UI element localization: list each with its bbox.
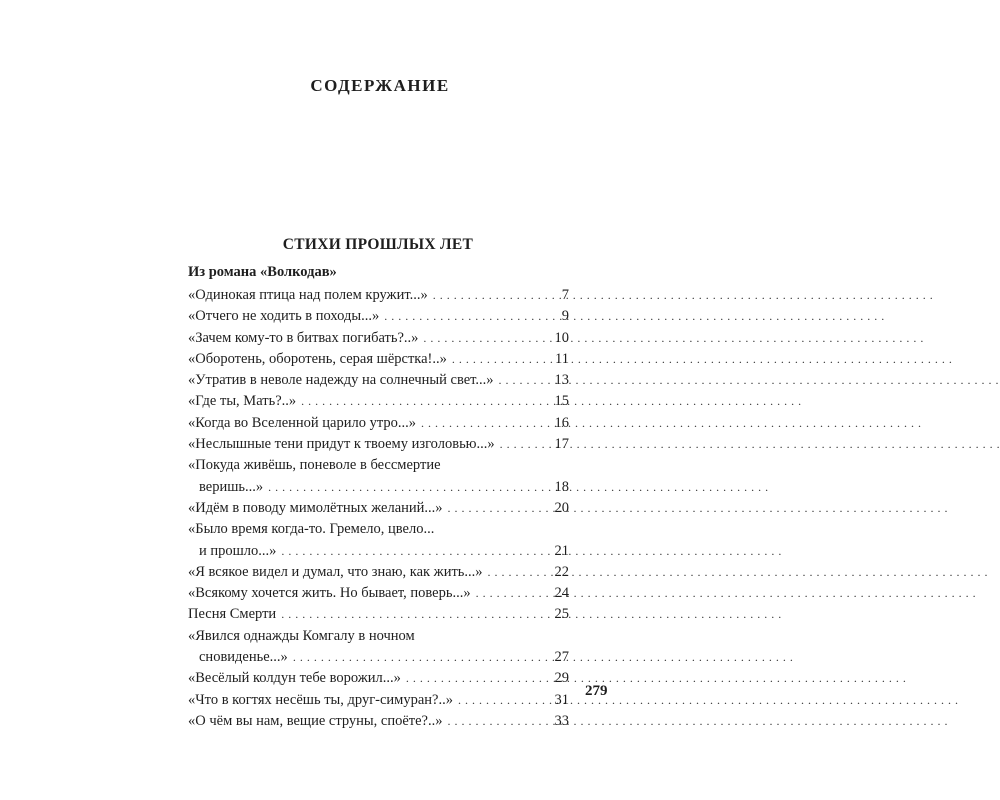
toc-entry-page: 24 xyxy=(554,585,569,602)
toc-entry-page: 17 xyxy=(554,436,569,453)
toc-entry-title: «Идём в поводу мимолётных желаний...» xyxy=(188,499,443,516)
toc-entry-page: 22 xyxy=(554,563,569,580)
toc-entry-line xyxy=(188,604,569,625)
toc-entry-title: Песня Смерти xyxy=(188,606,277,623)
toc-entry-title: «Покуда живёшь, поневоле в бессмертие xyxy=(188,457,441,474)
dot-leader xyxy=(500,434,547,455)
toc-entry xyxy=(188,306,569,327)
toc-entry xyxy=(188,434,569,455)
toc-entry xyxy=(188,690,569,711)
toc-entry xyxy=(188,285,569,306)
toc-entry-title: «Неслышные тени придут к твоему изголовью...» xyxy=(188,436,495,453)
toc-entry xyxy=(188,349,569,370)
toc-entry-title: и прошло...» xyxy=(199,542,277,559)
toc-entry-line xyxy=(188,647,569,668)
toc-entry-line xyxy=(188,583,569,604)
toc-entry-line xyxy=(188,690,569,711)
dot-leader xyxy=(499,370,547,391)
toc-entry-title: «Когда во Вселенной царило утро...» xyxy=(188,414,416,431)
toc-entry-page: 33 xyxy=(554,712,569,729)
toc-entry xyxy=(188,413,569,434)
toc-entry-page: 13 xyxy=(554,372,569,389)
toc-entry-line xyxy=(188,391,569,412)
toc-entry xyxy=(188,668,569,689)
toc-entry-title: «О чём вы нам, вещие струны, споёте?..» xyxy=(188,712,443,729)
dot-leader xyxy=(458,690,547,711)
dot-leader xyxy=(433,285,547,306)
toc-entry-line xyxy=(188,498,569,519)
dot-leader xyxy=(384,306,547,327)
toc-entry-page: 31 xyxy=(554,691,569,708)
toc-entry-line xyxy=(188,477,569,498)
dot-leader xyxy=(281,604,547,625)
toc-entry-page: 11 xyxy=(555,350,569,367)
toc-entry-line xyxy=(188,349,569,370)
toc-entry xyxy=(188,328,569,349)
toc-entry-line xyxy=(188,328,569,349)
toc-entry-title: «Было время когда-то. Гремело, цвело... xyxy=(188,521,435,538)
toc-entry-line xyxy=(188,519,569,540)
toc-entry-title: «Всякому хочется жить. Но бывает, поверь...» xyxy=(188,585,471,602)
toc-entry-title: сновиденье...» xyxy=(199,649,288,666)
toc-entry-title: веришь...» xyxy=(199,478,264,495)
toc-entry-title: «Явился однажды Комгалу в ночном xyxy=(188,627,415,644)
toc-entry xyxy=(188,519,569,562)
toc-entry xyxy=(188,711,569,732)
dot-leader xyxy=(281,541,547,562)
toc-entry xyxy=(188,455,569,498)
dot-leader xyxy=(448,498,547,519)
toc-entry-title: «Оборотень, оборотень, серая шёрстка!..» xyxy=(188,350,447,367)
toc-entry-title: «Я всякое видел и думал, что знаю, как жить...» xyxy=(188,563,483,580)
toc-entry-title: «Где ты, Мать?..» xyxy=(188,393,297,410)
toc-entry xyxy=(188,583,569,604)
toc-entry-line xyxy=(188,626,569,647)
toc-entry-line xyxy=(188,541,569,562)
toc-entry-title: «Утратив в неволе надежду на солнечный свет...» xyxy=(188,372,494,389)
dot-leader xyxy=(293,647,547,668)
toc-entry-line xyxy=(188,455,569,476)
toc-entry-page: 9 xyxy=(561,308,569,325)
subsection-heading: Из романа «Волкодав» xyxy=(188,264,337,280)
toc-entry-line xyxy=(188,668,569,689)
toc-entry-page: 20 xyxy=(554,499,569,516)
toc-entry-line xyxy=(188,413,569,434)
toc-entry xyxy=(188,498,569,519)
table-of-contents xyxy=(188,285,569,732)
toc-entry xyxy=(188,370,569,391)
toc-entry xyxy=(188,391,569,412)
dot-leader xyxy=(488,562,547,583)
toc-entry-line xyxy=(188,434,569,455)
section-heading: СТИХИ ПРОШЛЫХ ЛЕТ xyxy=(282,236,474,253)
dot-leader xyxy=(268,477,547,498)
toc-entry-line xyxy=(188,562,569,583)
toc-entry-line xyxy=(188,285,569,306)
toc-entry-title: «Отчего не ходить в походы...» xyxy=(188,308,380,325)
toc-entry-title: «Одинокая птица над полем кружит...» xyxy=(188,287,428,303)
toc-entry xyxy=(188,626,569,669)
toc-entry-page: 25 xyxy=(554,606,569,623)
toc-entry-page: 10 xyxy=(554,329,569,346)
toc-entry-line xyxy=(188,306,569,327)
page-number: 279 xyxy=(585,683,608,699)
dot-leader xyxy=(452,349,547,370)
toc-entry xyxy=(188,604,569,625)
toc-entry-line xyxy=(188,370,569,391)
toc-entry-page: 7 xyxy=(561,287,569,303)
toc-entry xyxy=(188,562,569,583)
toc-entry-line xyxy=(188,711,569,732)
dot-leader xyxy=(421,413,547,434)
toc-entry-page: 15 xyxy=(554,393,569,410)
toc-entry-page: 21 xyxy=(554,542,569,559)
toc-entry-page: 16 xyxy=(554,414,569,431)
dot-leader xyxy=(406,668,547,689)
toc-entry-title: «Весёлый колдун тебе ворожил...» xyxy=(188,670,401,687)
page-title: СОДЕРЖАНИЕ xyxy=(310,76,450,95)
dot-leader xyxy=(423,328,547,349)
toc-entry-page: 18 xyxy=(554,478,569,495)
dot-leader xyxy=(301,391,547,412)
dot-leader xyxy=(448,711,548,732)
toc-entry-page: 29 xyxy=(554,670,569,687)
toc-entry-title: «Зачем кому-то в битвах погибать?..» xyxy=(188,329,419,346)
toc-entry-page: 27 xyxy=(554,649,569,666)
toc-entry-title: «Что в когтях несёшь ты, друг-симуран?..» xyxy=(188,691,453,708)
dot-leader xyxy=(476,583,547,604)
